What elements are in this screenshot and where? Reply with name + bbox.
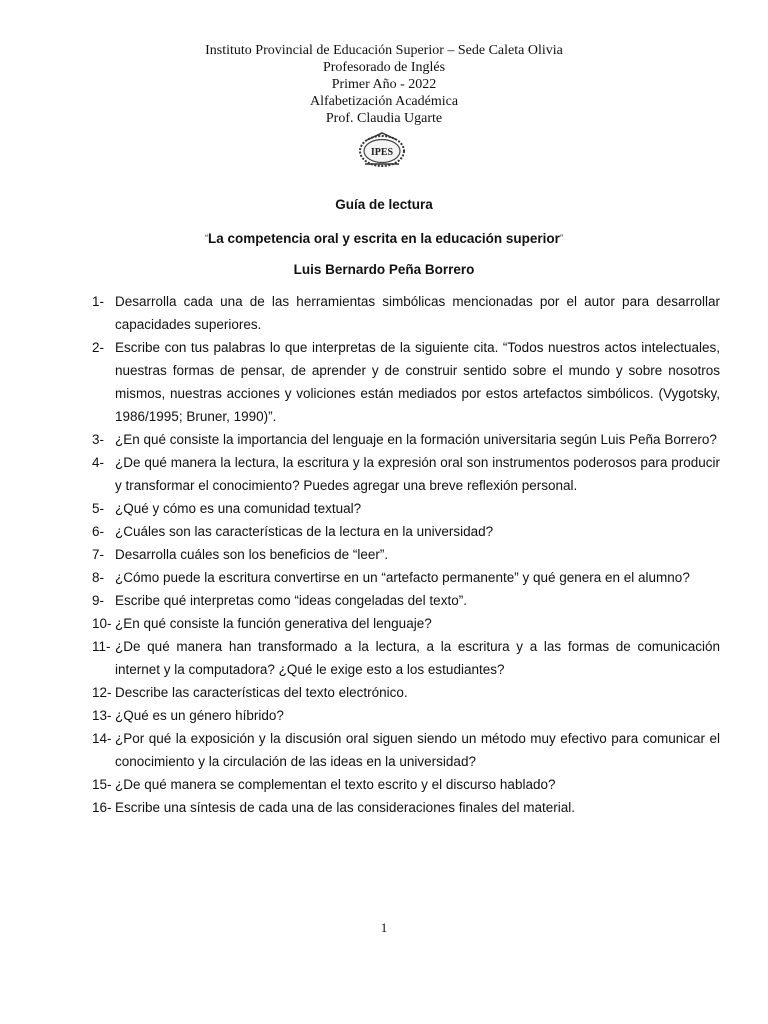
question-number: 11-: [92, 639, 111, 654]
question-number: 12-: [92, 685, 112, 700]
subject-name: Alfabetización Académica: [309, 94, 459, 109]
question-list: [92, 290, 720, 819]
question-number: 5-: [92, 501, 105, 516]
question-text: Escribe qué interpretas como “ideas congeladas del texto”.: [115, 593, 467, 608]
question-text: Escribe una síntesis de cada una de las consideraciones finales del material.: [115, 800, 576, 815]
question-number: 2-: [92, 340, 105, 355]
question-text: ¿Por qué la exposición y la discusión oral siguen siendo un método muy efectivo para comunicar el conocimiento y la circulación de las ideas en la universidad?: [115, 731, 720, 769]
close-quote: ”: [559, 233, 563, 243]
question-item: [92, 773, 720, 796]
question-number: 13-: [92, 708, 112, 723]
reading-title-text: La competencia oral y escrita en la educación superior: [208, 231, 560, 246]
author-name: Luis Bernardo Peña Borrero: [293, 262, 475, 277]
reading-title: [0, 231, 768, 246]
question-text: ¿En qué consiste la importancia del lenguaje en la formación universitaria según Luis Peña Borrero?: [115, 432, 717, 447]
institution-name: Instituto Provincial de Educación Superior – Sede Caleta Olivia: [205, 43, 563, 58]
question-item: [92, 612, 720, 635]
question-item: [92, 796, 720, 819]
question-text: ¿De qué manera se complementan el texto escrito y el discurso hablado?: [115, 777, 556, 792]
question-text: ¿Qué y cómo es una comunidad textual?: [115, 501, 362, 516]
logo-text: IPES: [370, 147, 394, 158]
question-number: 3-: [92, 432, 105, 447]
question-item: [92, 497, 720, 520]
question-item: [92, 635, 720, 681]
question-text: ¿Cómo puede la escritura convertirse en un “artefacto permanente” y qué genera en el alumno?: [115, 570, 690, 585]
page-number: 1: [380, 920, 388, 935]
question-text: ¿De qué manera han transformado a la lectura, a la escritura y a las formas de comunicación internet y la computadora? ¿Qué le exige esto a los estudiantes?: [115, 639, 720, 677]
question-item: [92, 566, 720, 589]
question-number: 4-: [92, 455, 105, 470]
question-item: [92, 589, 720, 612]
course-year: Primer Año - 2022: [331, 77, 437, 92]
question-item: [92, 451, 720, 497]
question-item: [92, 681, 720, 704]
question-number: 16-: [92, 800, 112, 815]
question-text: ¿En qué consiste la función generativa del lenguaje?: [115, 616, 432, 631]
question-item: [92, 336, 720, 428]
question-number: 9-: [92, 593, 105, 608]
question-text: Escribe con tus palabras lo que interpretas de la siguiente cita. “Todos nuestros actos intelectuales, nuestras formas de pensar, de aprender y de construir sentido sobre el mundo y sobre nosotros mismos, nuestras acciones y voliciones están mediados por estos artefactos simbólicos. (Vygotsky, 1986/1995; Bruner, 1990)”.: [115, 340, 720, 424]
question-item: [92, 290, 720, 336]
question-text: ¿Cuáles son las características de la lectura en la universidad?: [115, 524, 494, 539]
question-number: 15-: [92, 777, 112, 792]
program-name: Profesorado de Inglés: [322, 60, 446, 75]
professor-name: Prof. Claudia Ugarte: [325, 111, 443, 126]
question-number: 14-: [92, 731, 112, 746]
question-item: [92, 704, 720, 727]
question-number: 10-: [92, 616, 112, 631]
open-quote: “: [205, 233, 209, 243]
question-item: [92, 727, 720, 773]
question-item: [92, 520, 720, 543]
question-number: 1-: [92, 294, 105, 309]
guide-title: Guía de lectura: [335, 197, 433, 212]
question-number: 8-: [92, 570, 105, 585]
question-number: 7-: [92, 547, 105, 562]
question-number: 6-: [92, 524, 105, 539]
question-item: [92, 543, 720, 566]
question-text: Desarrolla cada una de las herramientas simbólicas mencionadas por el autor para desarrollar capacidades superiores.: [115, 294, 720, 332]
question-text: Describe las características del texto electrónico.: [115, 685, 408, 700]
question-text: ¿Qué es un género híbrido?: [115, 708, 284, 723]
question-text: Desarrolla cuáles son los beneficios de “leer”.: [115, 547, 389, 562]
question-item: [92, 428, 720, 451]
institution-logo: [357, 131, 407, 169]
document-header: [0, 42, 768, 127]
question-text: ¿De qué manera la lectura, la escritura y la expresión oral son instrumentos poderosos para producir y transformar el conocimiento? Puedes agregar una breve reflexión personal.: [115, 455, 720, 493]
